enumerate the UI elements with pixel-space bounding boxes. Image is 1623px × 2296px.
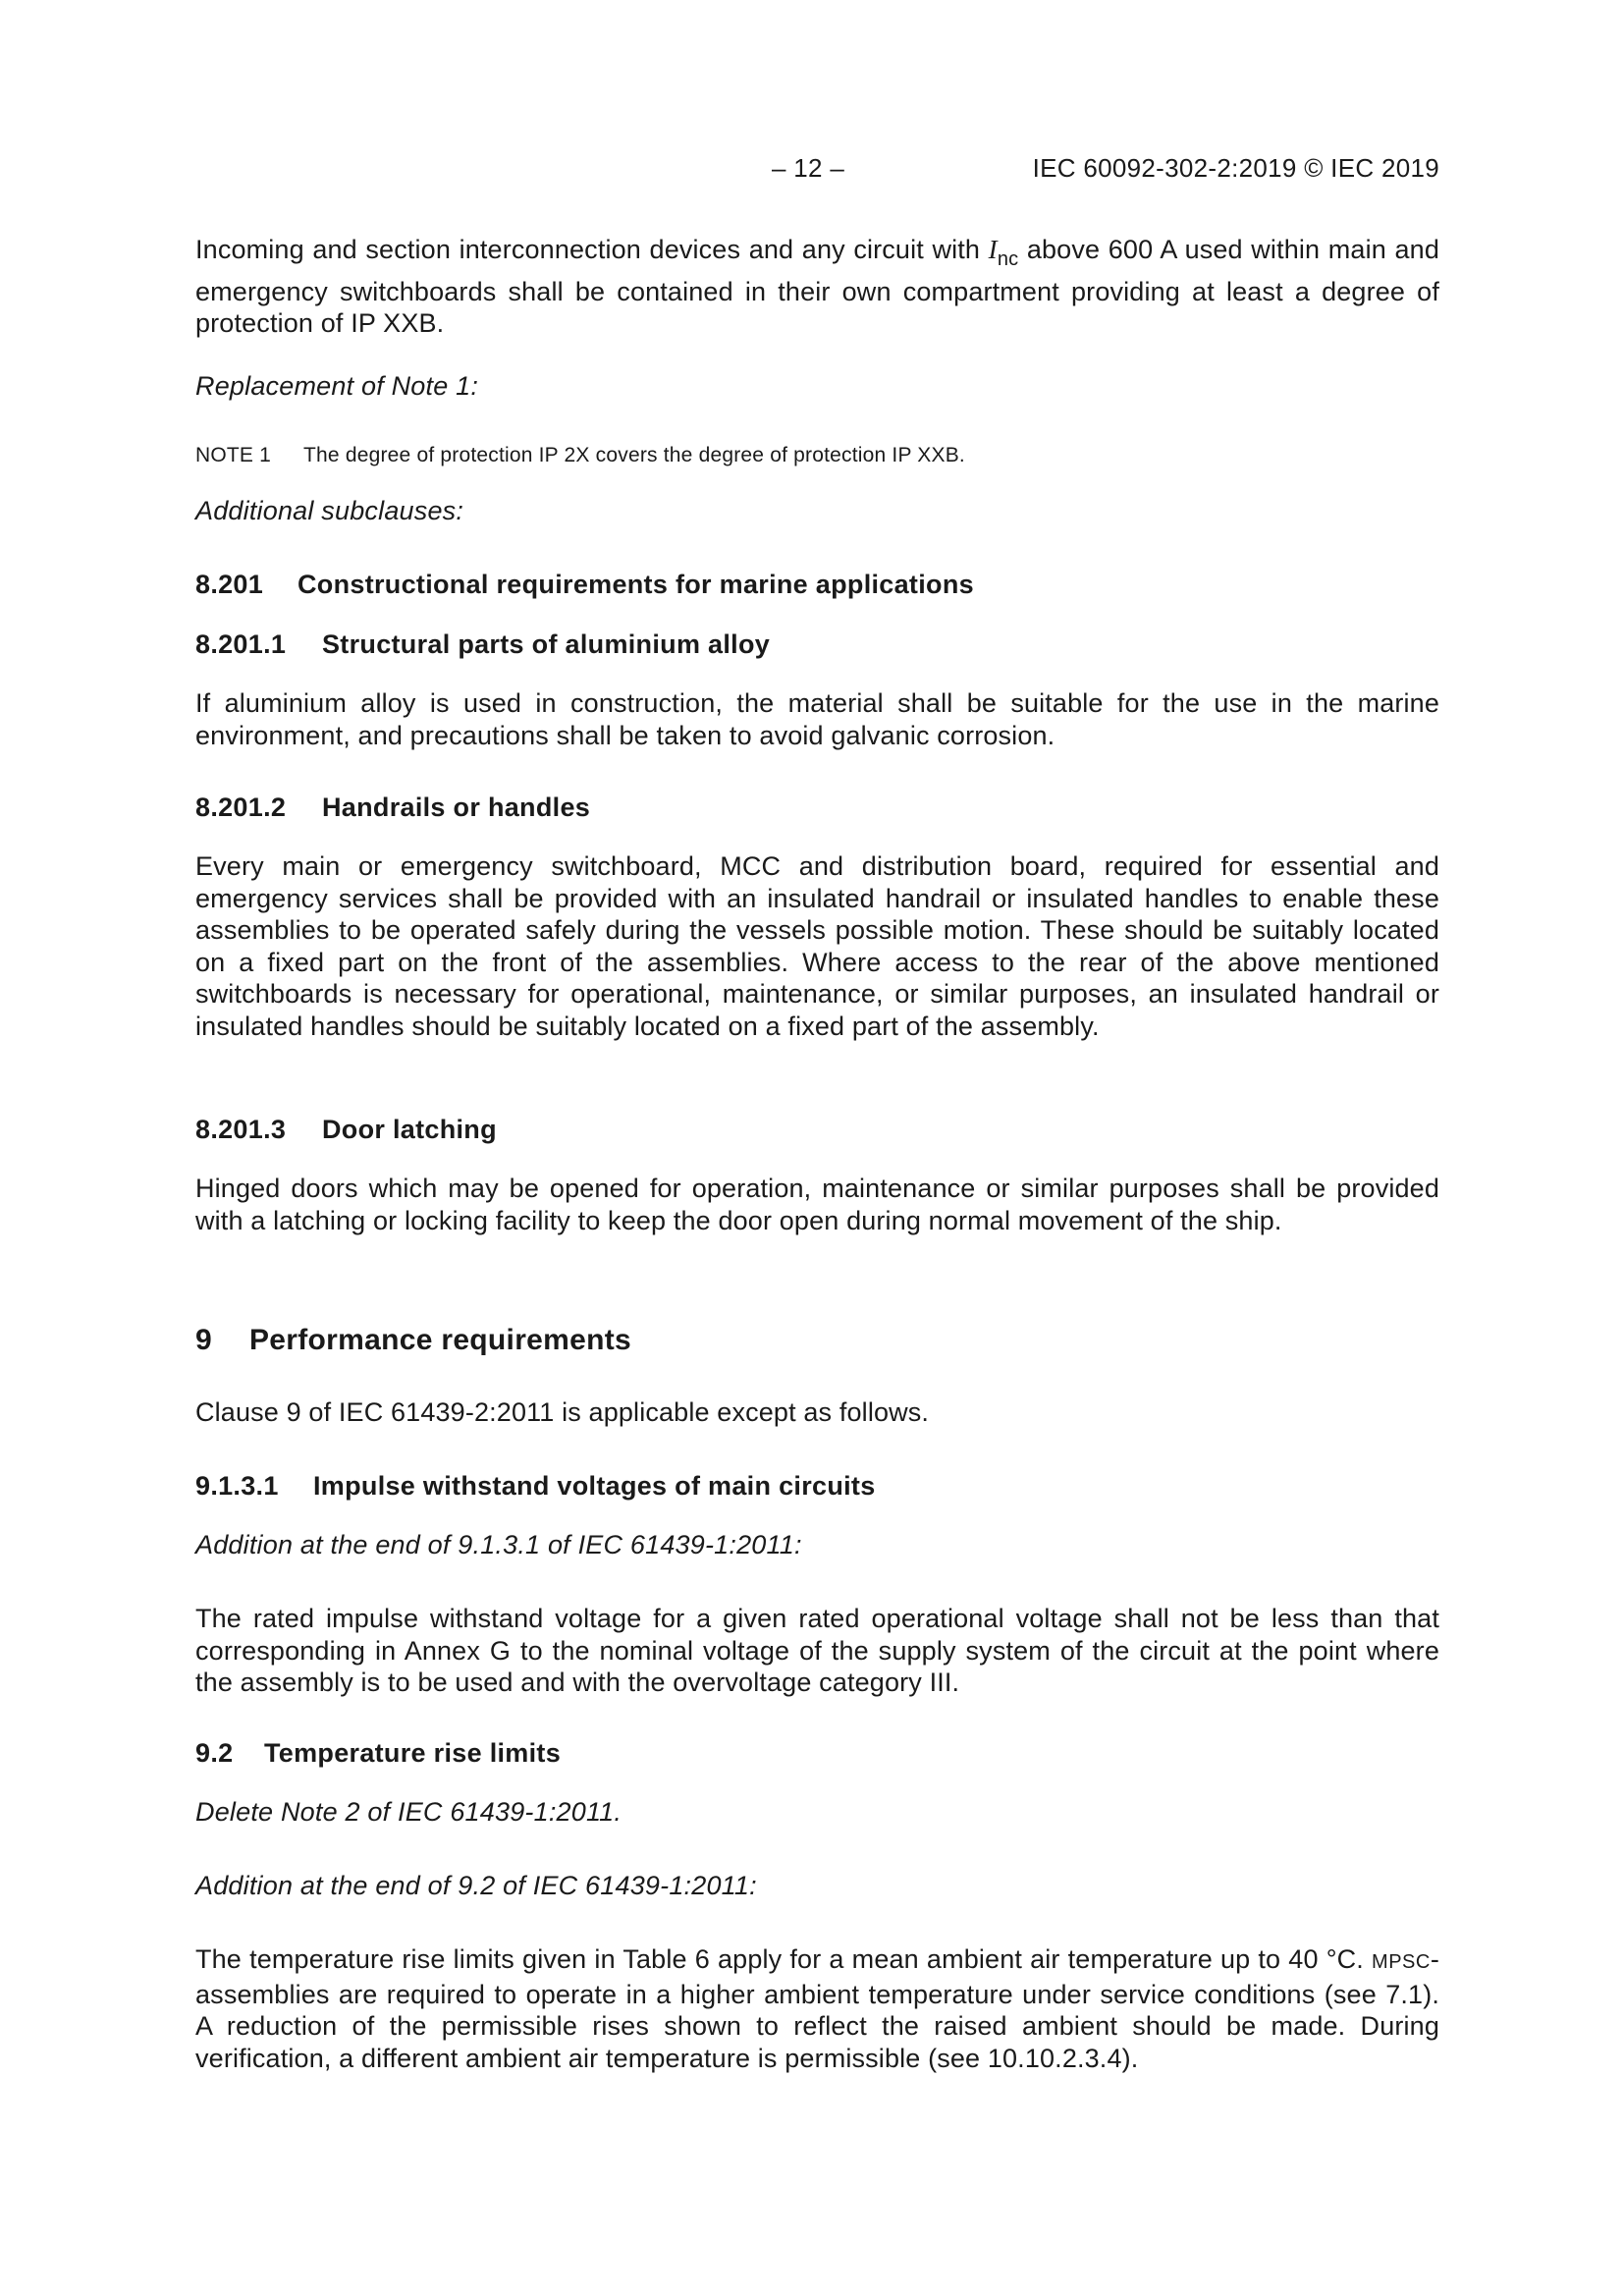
body-9-2: The temperature rise limits given in Table 6 apply for a mean ambient air temperature up to 40 °C. MPSC-assemblies are required to operate in a higher ambient temperature under service conditions (see 7.1). A reduction of the permissible rises shown to reflect the raised ambient should be made. During verification, a different ambient air temperature is permissible (see 10.10.2.3.4). — [195, 1944, 1439, 2073]
instruction-9-1-3-1: Addition at the end of 9.1.3.1 of IEC 61439-1:2011: — [195, 1530, 802, 1559]
heading-8-201-3: 8.201.3 Door latching — [195, 1115, 497, 1144]
current-symbol-subscript: nc — [997, 248, 1019, 270]
instruction-9-2-delete: Delete Note 2 of IEC 61439-1:2011. — [195, 1797, 622, 1827]
heading-9: 9 Performance requirements — [195, 1324, 632, 1356]
note-1 — [195, 443, 1439, 468]
heading-9-2: 9.2 Temperature rise limits — [195, 1738, 562, 1768]
body-9: Clause 9 of IEC 61439-2:2011 is applicable except as follows. — [195, 1397, 930, 1427]
body-8-201-2: Every main or emergency switchboard, MCC and distribution board, required for essential and emergency services shall be provided with an insulated handrail or insulated handles to enable these assemblies to be operated safely during the vessels possible motion. These should be suitably located on a fixed part on the front of the assemblies. Where access to the rear of the above mentioned switchboards is necessary for operational, maintenance, or similar purposes, an insulated handrail or insulated handles should be suitably located on a fixed part of the assembly. — [195, 851, 1439, 1041]
paragraph-incoming-devices: Incoming and section interconnection devices and any circuit with $I_{nc}$ above 600 A used within main and emergency switchboards shall be contained in their own compartment providing at least a degree of protection of IP XXB. — [195, 235, 1439, 338]
mpsc-smallcaps: MPSC — [1372, 1951, 1431, 1973]
document-identifier: IEC 60092-302-2:2019 © IEC 2019 — [1032, 153, 1439, 183]
note-text: The degree of protection IP 2X covers the degree of protection IP XXB. — [303, 444, 965, 466]
body-9-1-3-1: The rated impulse withstand voltage for a given rated operational voltage shall not be less than that corresponding in Annex G to the nominal voltage of the supply system of the circuit at the point where the assembly is to be used and with the overvoltage category III. — [195, 1604, 1439, 1697]
heading-8-201-2: 8.201.2 Handrails or handles — [195, 793, 591, 822]
heading-8-201-1: 8.201.1 Structural parts of aluminium alloy — [195, 629, 771, 659]
body-8-201-1: If aluminium alloy is used in construction, the material shall be suitable for the use in the marine environment, and precautions shall be taken to avoid galvanic corrosion. — [195, 688, 1439, 750]
current-symbol: I — [988, 235, 998, 264]
instruction-9-2-addition: Addition at the end of 9.2 of IEC 61439-1:2011: — [195, 1871, 757, 1900]
heading-9-1-3-1: 9.1.3.1 Impulse withstand voltages of main circuits — [195, 1471, 876, 1501]
body-8-201-3: Hinged doors which may be opened for operation, maintenance or similar purposes shall be provided with a latching or locking facility to keep the door open during normal movement of the ship. — [195, 1174, 1439, 1235]
note-label: NOTE 1 — [195, 444, 272, 466]
instruction-additional-subclauses: Additional subclauses: — [195, 496, 464, 525]
heading-8-201: 8.201 Constructional requirements for marine applications — [195, 570, 974, 599]
page-number: – 12 – — [772, 153, 845, 183]
instruction-replacement-note: Replacement of Note 1: — [195, 371, 479, 401]
